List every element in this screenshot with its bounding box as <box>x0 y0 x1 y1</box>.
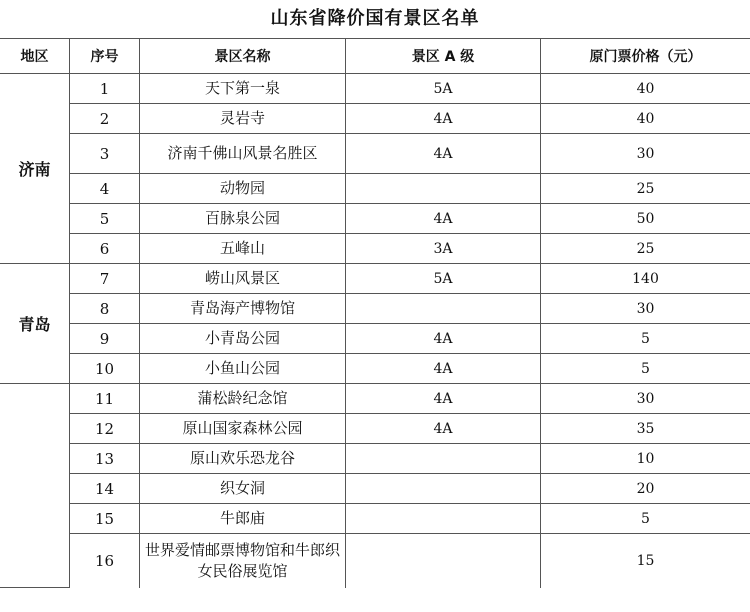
table-row <box>0 294 750 324</box>
page-title: 山东省降价国有景区名单 <box>270 8 480 29</box>
header-region: 地区 <box>0 39 70 74</box>
row-number: 8 <box>70 294 140 324</box>
row-number: 12 <box>70 414 140 444</box>
row-number: 1 <box>70 74 140 104</box>
row-number: 13 <box>70 444 140 474</box>
spot-grade: 5A <box>346 264 541 294</box>
spot-name: 原山国家森林公园 <box>140 414 346 444</box>
spot-price: 40 <box>541 104 750 134</box>
spot-grade: 4A <box>346 204 541 234</box>
scenic-spot-table <box>0 38 750 588</box>
spot-price: 15 <box>541 534 750 588</box>
table-row <box>0 534 750 588</box>
table-row <box>0 474 750 504</box>
spot-grade <box>346 174 541 204</box>
spot-name: 小鱼山公园 <box>140 354 346 384</box>
spot-grade: 4A <box>346 414 541 444</box>
spot-price: 5 <box>541 324 750 354</box>
spot-name: 济南千佛山风景名胜区 <box>140 134 346 174</box>
spot-grade <box>346 294 541 324</box>
spot-grade <box>346 504 541 534</box>
header-grade: 景区 A 级 <box>346 39 541 74</box>
spot-price: 25 <box>541 234 750 264</box>
spot-price: 5 <box>541 354 750 384</box>
region-cell-qingdao: 青岛 <box>0 264 70 384</box>
header-price: 原门票价格（元） <box>541 39 750 74</box>
spot-price: 50 <box>541 204 750 234</box>
table-row <box>0 234 750 264</box>
spot-price: 35 <box>541 414 750 444</box>
spot-name: 小青岛公园 <box>140 324 346 354</box>
spot-grade: 4A <box>346 134 541 174</box>
spot-price: 5 <box>541 504 750 534</box>
table-row <box>0 134 750 174</box>
spot-price: 30 <box>541 294 750 324</box>
row-number: 5 <box>70 204 140 234</box>
spot-price: 140 <box>541 264 750 294</box>
spot-name: 灵岩寺 <box>140 104 346 134</box>
spot-price: 30 <box>541 134 750 174</box>
row-number: 7 <box>70 264 140 294</box>
row-number: 14 <box>70 474 140 504</box>
spot-name: 蒲松龄纪念馆 <box>140 384 346 414</box>
region-cell-third <box>0 384 70 588</box>
spot-price: 20 <box>541 474 750 504</box>
row-number: 9 <box>70 324 140 354</box>
spot-grade: 4A <box>346 324 541 354</box>
spot-name: 青岛海产博物馆 <box>140 294 346 324</box>
row-number: 2 <box>70 104 140 134</box>
table-row <box>0 104 750 134</box>
row-number: 16 <box>70 534 140 588</box>
table-row <box>0 354 750 384</box>
region-cell-jinan: 济南 <box>0 74 70 264</box>
spot-name: 百脉泉公园 <box>140 204 346 234</box>
header-number: 序号 <box>70 39 140 74</box>
table-header-row <box>0 39 750 74</box>
spot-name: 世界爱情邮票博物馆和牛郎织女民俗展览馆 <box>140 534 346 588</box>
header-name: 景区名称 <box>140 39 346 74</box>
spot-grade <box>346 444 541 474</box>
table-row <box>0 204 750 234</box>
spot-grade <box>346 474 541 504</box>
table-row <box>0 444 750 474</box>
spot-grade <box>346 534 541 588</box>
row-number: 15 <box>70 504 140 534</box>
table-row <box>0 174 750 204</box>
spot-price: 25 <box>541 174 750 204</box>
spot-name: 牛郎庙 <box>140 504 346 534</box>
spot-name: 天下第一泉 <box>140 74 346 104</box>
spot-price: 30 <box>541 384 750 414</box>
row-number: 4 <box>70 174 140 204</box>
table-row <box>0 384 750 414</box>
spot-grade: 3A <box>346 234 541 264</box>
spot-name: 崂山风景区 <box>140 264 346 294</box>
table-row <box>0 414 750 444</box>
row-number: 6 <box>70 234 140 264</box>
spot-grade: 4A <box>346 384 541 414</box>
spot-name: 织女洞 <box>140 474 346 504</box>
table-row <box>0 74 750 104</box>
table-row <box>0 504 750 534</box>
table-row <box>0 324 750 354</box>
row-number: 10 <box>70 354 140 384</box>
spot-name: 原山欢乐恐龙谷 <box>140 444 346 474</box>
spot-price: 10 <box>541 444 750 474</box>
spot-price: 40 <box>541 74 750 104</box>
spot-name: 动物园 <box>140 174 346 204</box>
spot-grade: 5A <box>346 74 541 104</box>
row-number: 3 <box>70 134 140 174</box>
spot-name: 五峰山 <box>140 234 346 264</box>
row-number: 11 <box>70 384 140 414</box>
spot-grade: 4A <box>346 354 541 384</box>
table-row <box>0 264 750 294</box>
spot-grade: 4A <box>346 104 541 134</box>
